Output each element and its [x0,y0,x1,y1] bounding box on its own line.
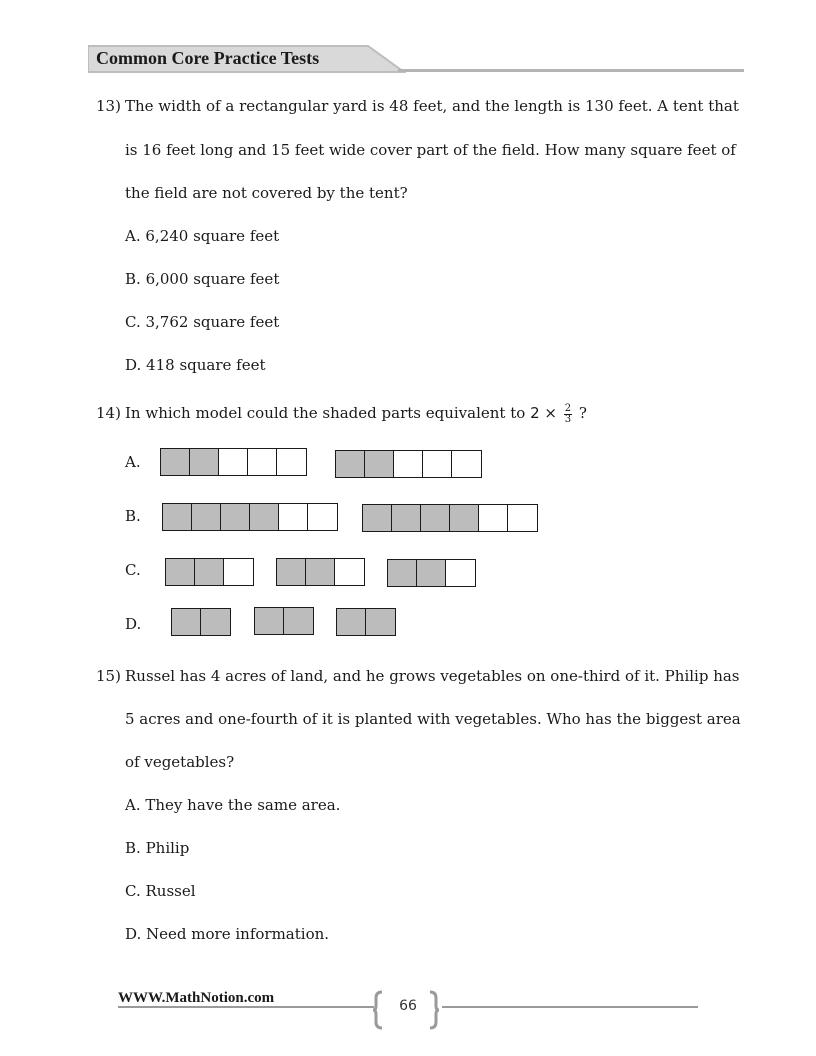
option-letter: D. [125,925,142,943]
q14-option-d-letter[interactable]: D. [125,615,142,633]
q15-option-b[interactable] [125,839,189,857]
q15-text-line-2: 5 acres and one-fourth of it is planted with vegetables. Who has the biggest area [125,710,741,728]
shaded-cell [161,449,190,475]
unshaded-cell [224,559,253,585]
q13-option-b[interactable] [125,270,279,288]
q14-d-model-2 [254,607,314,635]
unshaded-cell [423,451,452,477]
unshaded-cell [219,449,248,475]
fraction-numerator: 2 [564,402,572,414]
shaded-cell [192,504,221,530]
q14-option-b-letter[interactable]: B. [125,507,141,525]
option-text: Need more information. [146,925,330,943]
shaded-cell [221,504,250,530]
shaded-cell [392,505,421,531]
footer-website: WWW.MathNotion.com [118,990,275,1006]
option-text: 6,000 square feet [145,270,280,288]
math-whole: 2 [530,404,540,422]
option-text: 418 square feet [146,356,266,374]
shaded-cell [163,504,192,530]
fraction-denominator: 3 [564,413,572,425]
unshaded-cell [248,449,277,475]
option-letter: C. [125,882,141,900]
option-letter: C. [125,313,141,331]
q15-text-line-1: Russel has 4 acres of land, and he grows vegetables on one-third of it. Philip has [125,667,740,685]
q13-text-line-2: is 16 feet long and 15 feet wide cover part of the field. How many square feet of [125,141,736,159]
q15-number: 15) [96,667,121,685]
unshaded-cell [335,559,364,585]
option-letter: A. [125,796,141,814]
q13-text-line-3: the field are not covered by the tent? [125,184,408,202]
shaded-cell [365,451,394,477]
header-title: Common Core Practice Tests [96,48,320,68]
footer-rule-right [442,1006,698,1008]
option-text: 6,240 square feet [145,227,280,245]
unshaded-cell [277,449,306,475]
shaded-cell [421,505,450,531]
shaded-cell [250,504,279,530]
unshaded-cell [508,505,537,531]
shaded-cell [363,505,392,531]
unshaded-cell [452,451,481,477]
math-fraction [564,404,572,425]
unshaded-cell [446,560,475,586]
q14-text [125,398,587,428]
q13-option-a[interactable] [125,227,279,245]
unshaded-cell [279,504,308,530]
q14-a-model-1 [160,448,307,476]
q13-text-line-1: The width of a rectangular yard is 48 feet, and the length is 130 feet. A tent that [125,97,739,115]
q14-c-model-3 [387,559,476,587]
math-suffix: ? [578,404,587,422]
shaded-cell [366,609,395,635]
header-rule [398,69,744,72]
option-letter: B. [125,839,141,857]
unshaded-cell [394,451,423,477]
q13-option-d[interactable] [125,356,266,374]
unshaded-cell [308,504,337,530]
math-times: × [544,404,557,422]
q13-number: 13) [96,97,121,115]
q14-d-model-3 [336,608,396,636]
shaded-cell [450,505,479,531]
option-letter: D. [125,356,142,374]
footer-rule-left [118,1006,374,1008]
q14-prompt: In which model could the shaded parts equivalent to [125,404,526,422]
shaded-cell [166,559,195,585]
option-text: Philip [145,839,190,857]
q14-b-model-2 [362,504,538,532]
q14-b-model-1 [162,503,338,531]
shaded-cell [255,608,284,634]
q14-option-a-letter[interactable]: A. [125,453,141,471]
q14-c-model-2 [276,558,365,586]
q15-option-a[interactable] [125,796,340,814]
option-text: Russel [145,882,196,900]
option-letter: A. [125,227,141,245]
option-text: They have the same area. [145,796,341,814]
shaded-cell [172,609,201,635]
shaded-cell [388,560,417,586]
option-letter: B. [125,270,141,288]
q15-text-line-3: of vegetables? [125,753,235,771]
q14-d-model-1 [171,608,231,636]
q13-option-c[interactable] [125,313,279,331]
unshaded-cell [479,505,508,531]
shaded-cell [337,609,366,635]
shaded-cell [201,609,230,635]
shaded-cell [306,559,335,585]
q14-option-c-letter[interactable]: C. [125,561,141,579]
shaded-cell [195,559,224,585]
q15-option-d[interactable] [125,925,329,943]
page-number: 66 [399,998,417,1014]
q14-number: 14) [96,404,121,422]
q14-c-model-1 [165,558,254,586]
option-text: 3,762 square feet [145,313,280,331]
shaded-cell [190,449,219,475]
shaded-cell [336,451,365,477]
shaded-cell [284,608,313,634]
q14-a-model-2 [335,450,482,478]
shaded-cell [277,559,306,585]
shaded-cell [417,560,446,586]
q15-option-c[interactable] [125,882,196,900]
